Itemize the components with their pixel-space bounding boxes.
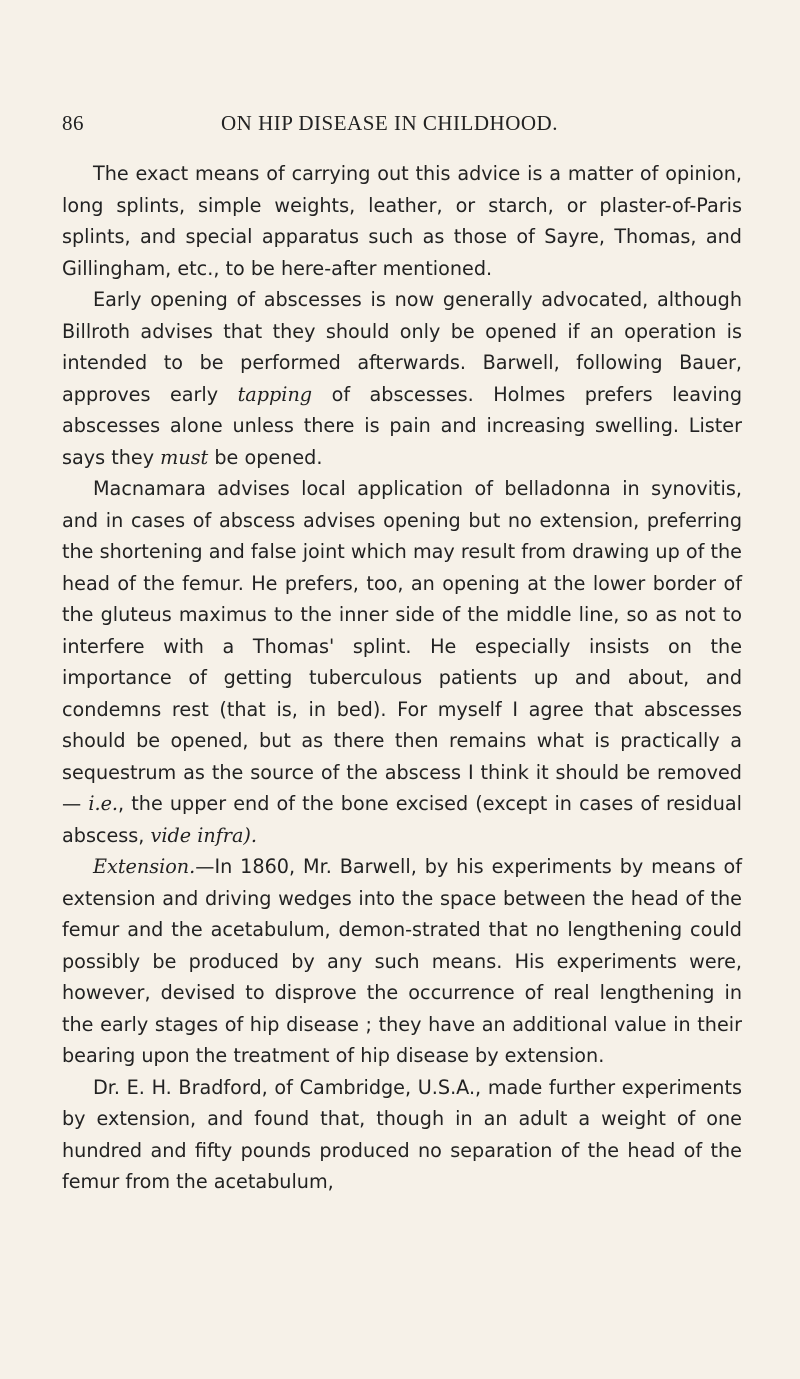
italic-text-run: i.e. xyxy=(88,792,119,815)
section-heading-italic: Extension. xyxy=(93,855,196,878)
italic-text-run: vide infra). xyxy=(150,823,257,847)
italic-text-run: must xyxy=(160,445,209,469)
text-run: Macnamara advises local application of belladonna in synovitis, and in cases of abscess advises opening but no extension, preferring the shortening and false joint which may result from drawing up of the head of the femur. He prefers, too, an opening at the lower border of the gluteus maximus to the inner side of the middle line, so as not to interfere with a Thomas' splint. He especially insists on the importance of getting tuberculous patients up and about, and condemns rest (that is, in bed). For myself I agree that abscesses should be opened, but as there then remains what is practically a sequestrum as the source of the abscess I think it should be removed— xyxy=(62,477,742,815)
text-run: of abscesses. Holmes prefers leaving abscesses alone unless there is pain and increasing swelling. Lister says they xyxy=(62,382,742,469)
text-run: Dr. E. H. Bradford, of Cambridge, U.S.A., made further experiments by extension, and found that, though in an adult a weight of one hundred and fifty pounds produced no separation of the head of the femur from the acetabulum, xyxy=(62,1075,742,1193)
page-number: 86 xyxy=(62,111,84,135)
paragraph xyxy=(62,473,742,851)
paragraph xyxy=(62,284,742,473)
text-run: Early opening of abscesses is now generally advocated, although Billroth advises that they should only be opened if an operation is intended to be performed afterwards. Barwell, following Bauer, approves early xyxy=(62,288,742,406)
text-run: be opened. xyxy=(208,445,323,469)
text-run: The exact means of carrying out this advice is a matter of opinion, long splints, simple weights, leather, or starch, or plaster-of-Paris splints, and special apparatus such as those of Sayre, Thomas, and Gillingham, etc., to be here-after mentioned. xyxy=(62,162,742,280)
text-run: —In 1860, Mr. Barwell, by his experiments by means of extension and driving wedges into the space between the head of the femur and the acetabulum, demon-strated that no lengthening could possibly be produced by any such means. His experiments were, however, devised to disprove the occurrence of real lengthening in the early stages of hip disease ; they have an additional value in their bearing upon the treatment of hip disease by extension. xyxy=(62,855,742,1067)
paragraph xyxy=(62,851,742,1072)
paragraph xyxy=(62,1072,742,1198)
italic-text-run: tapping xyxy=(237,382,313,406)
running-title: ON HIP DISEASE IN CHILDHOOD. xyxy=(221,111,558,135)
text-run: , the upper end of the bone excised (except in cases of residual abscess, xyxy=(62,792,742,847)
body-text xyxy=(62,158,742,1198)
paragraph xyxy=(62,158,742,284)
